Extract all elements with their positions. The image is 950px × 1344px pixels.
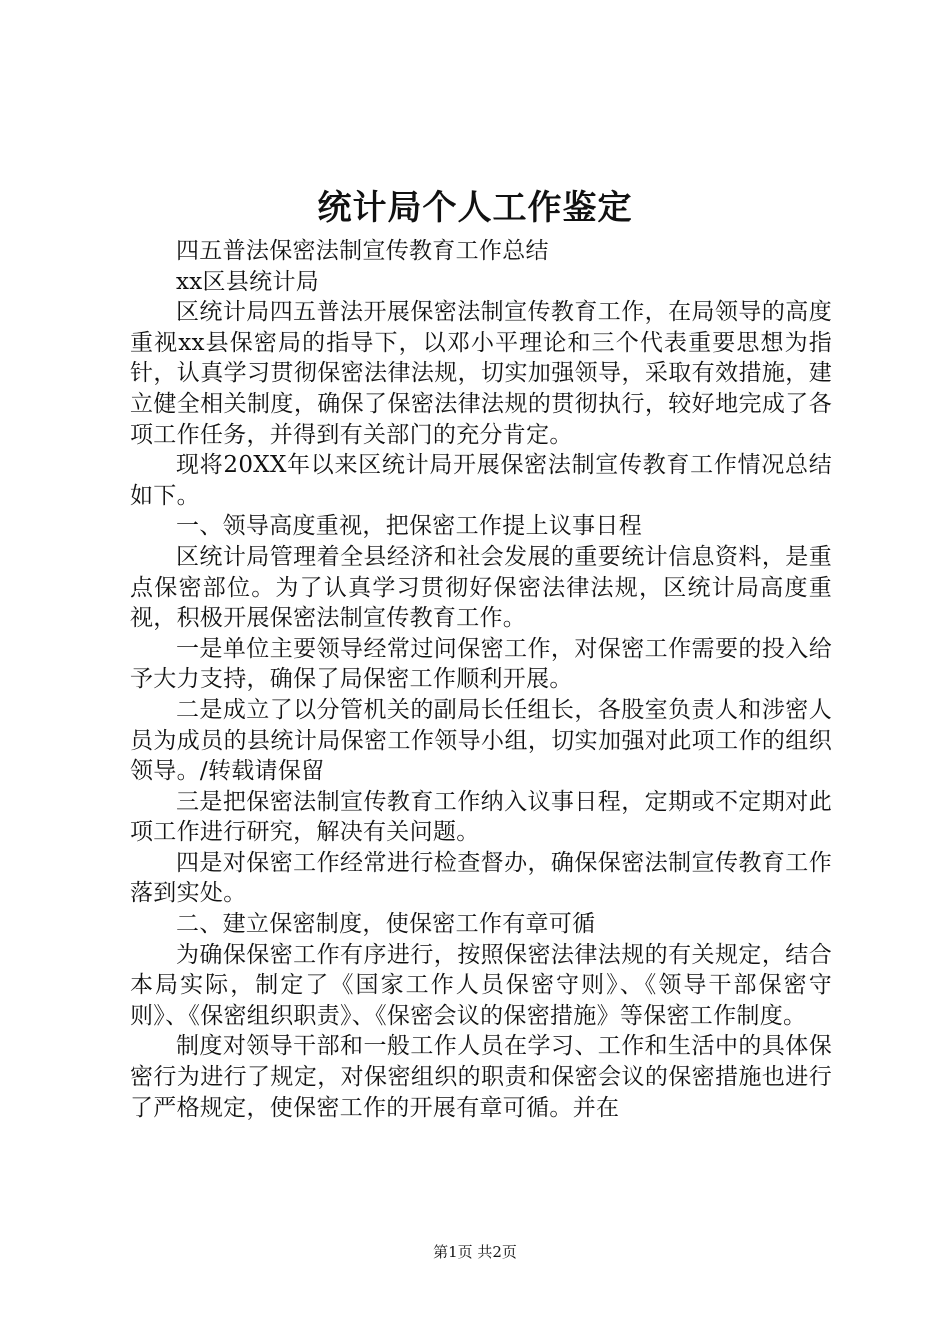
paragraph: 制度对领导干部和一般工作人员在学习、工作和生活中的具体保密行为进行了规定，对保密组织的职责和保密会议的保密措施也进行了严格规定，使保密工作的开展有章可循。并在 <box>130 1033 832 1121</box>
paragraph: 一是单位主要领导经常过问保密工作，对保密工作需要的投入给予大力支持，确保了局保密工作顺利开展。 <box>130 635 832 693</box>
paragraph: 四是对保密工作经常进行检查督办，确保保密法制宣传教育工作落到实处。 <box>130 849 832 907</box>
paragraph-subtitle: 四五普法保密法制宣传教育工作总结 <box>176 238 549 264</box>
paragraph: 区统计局四五普法开展保密法制宣传教育工作，在局领导的高度重视xx县保密局的指导下，以邓小平理论和三个代表重要思想为指针，认真学习贯彻保密法律法规，切实加强领导，采取有效措施，建立健全相关制度，确保了保密法律法规的贯彻执行，较好地完成了各项工作任务，并得到有关部门的充分肯定。 <box>130 299 832 448</box>
document-body <box>130 236 832 1123</box>
paragraph: 区统计局管理着全县经济和社会发展的重要统计信息资料，是重点保密部位。为了认真学习贯彻好保密法律法规，区统计局高度重视，积极开展保密法制宣传教育工作。 <box>130 543 832 632</box>
section-heading: 二、建立保密制度，使保密工作有章可循 <box>176 911 596 938</box>
paragraph: 二是成立了以分管机关的副局长任组长，各股室负责人和涉密人员为成员的县统计局保密工作领导小组，切实加强对此项工作的组织领导。/转载请保留 <box>130 696 832 785</box>
document-title: 统计局个人工作鉴定 <box>317 188 633 228</box>
section-heading: 一、领导高度重视，把保密工作提上议事日程 <box>176 513 642 540</box>
page-footer: 第1页 共2页 <box>433 1243 517 1261</box>
paragraph: 现将20XX年以来区统计局开展保密法制宣传教育工作情况总结如下。 <box>130 452 832 509</box>
paragraph: 为确保保密工作有序进行，按照保密法律法规的有关规定，结合本局实际，制定了《国家工作人员保密守则》、《领导干部保密守则》、《保密组织职责》、《保密会议的保密措施》等保密工作制度。 <box>130 941 832 1029</box>
paragraph-author: xx区县统计局 <box>176 268 320 295</box>
paragraph: 三是把保密法制宣传教育工作纳入议事日程，定期或不定期对此项工作进行研究，解决有关问题。 <box>130 788 832 846</box>
